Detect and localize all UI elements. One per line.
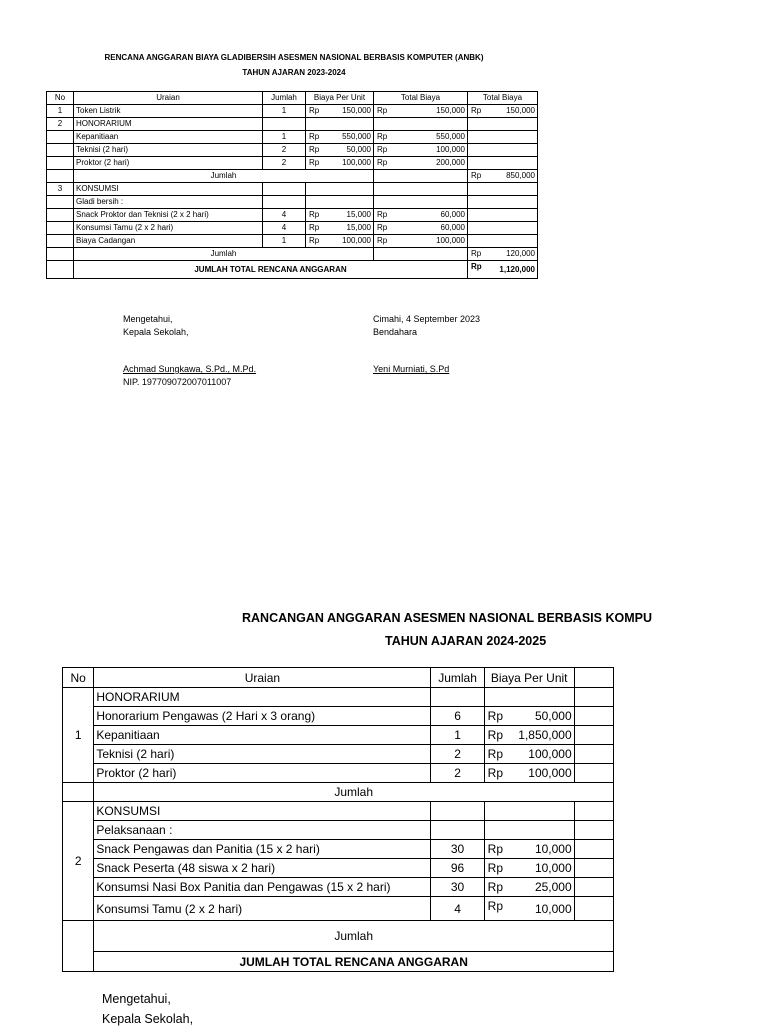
currency-label: Rp bbox=[377, 106, 388, 115]
currency-label: Rp bbox=[471, 249, 482, 258]
doc1-row-total bbox=[374, 157, 468, 170]
currency-label: Rp bbox=[487, 747, 504, 761]
doc1-row-total bbox=[374, 235, 468, 248]
doc1-row-qty: 2 bbox=[263, 157, 306, 170]
doc1-row-item: Biaya Cadangan bbox=[74, 235, 263, 248]
doc2-signature bbox=[102, 989, 193, 1029]
doc2-item-row bbox=[63, 802, 614, 821]
doc1-row-qty: 1 bbox=[263, 105, 306, 118]
doc1-header-no: No bbox=[47, 92, 74, 105]
doc1-row-no bbox=[47, 157, 74, 170]
doc2-row-unit bbox=[484, 821, 574, 840]
doc1-row-grand bbox=[468, 157, 538, 170]
doc1-row-total bbox=[374, 144, 468, 157]
doc2-row-cutoff bbox=[574, 897, 613, 921]
amount-value: 100,000 bbox=[342, 158, 371, 167]
doc1-row-total bbox=[374, 170, 468, 183]
doc1-row-total bbox=[374, 131, 468, 144]
currency-label: Rp bbox=[487, 728, 504, 742]
doc2-row-cutoff bbox=[574, 764, 613, 783]
doc1-row-item: HONORARIUM bbox=[74, 118, 263, 131]
doc2-row-unit bbox=[484, 802, 574, 821]
doc1-row-unit bbox=[306, 196, 374, 209]
amount-value: 25,000 bbox=[534, 880, 572, 894]
doc2-row-qty: 96 bbox=[431, 859, 484, 878]
doc1-item-row bbox=[47, 235, 538, 248]
doc1-row-total bbox=[374, 248, 468, 261]
amount-value: 100,000 bbox=[528, 766, 572, 780]
doc2-item-row bbox=[63, 726, 614, 745]
currency-label: Rp bbox=[309, 106, 320, 115]
doc2-row-qty: 2 bbox=[431, 745, 484, 764]
doc1-row-total bbox=[374, 183, 468, 196]
doc1-row-qty: 1 bbox=[263, 235, 306, 248]
doc1-row-total bbox=[374, 105, 468, 118]
currency-label: Rp bbox=[377, 158, 388, 167]
amount-value: 10,000 bbox=[534, 861, 572, 875]
doc1-row-no bbox=[47, 222, 74, 235]
amount-value: 150,000 bbox=[342, 106, 371, 115]
doc2-row-no bbox=[63, 783, 94, 802]
doc1-right-sign-name: Yeni Murniati, S.Pd bbox=[373, 364, 450, 374]
doc1-row-item: Konsumsi Tamu (2 x 2 hari) bbox=[74, 222, 263, 235]
currency-label: Rp bbox=[309, 132, 320, 141]
doc1-subtotal-label: Jumlah bbox=[74, 248, 374, 261]
doc1-row-qty: 1 bbox=[263, 131, 306, 144]
doc1-left-sign-nip: NIP. 197709072007011007 bbox=[123, 377, 232, 387]
doc1-row-grand bbox=[468, 118, 538, 131]
amount-value: 10,000 bbox=[534, 901, 572, 916]
doc2-row-unit bbox=[484, 859, 574, 878]
amount-value: 1,850,000 bbox=[518, 728, 572, 742]
amount-value: 850,000 bbox=[506, 171, 535, 180]
doc1-row-qty bbox=[263, 183, 306, 196]
doc1-left-sign-line1: Mengetahui, bbox=[123, 314, 173, 324]
doc2-group-no: 2 bbox=[63, 802, 94, 921]
doc2-row-unit bbox=[484, 878, 574, 897]
doc1-row-unit bbox=[306, 157, 374, 170]
doc2-row-qty: 30 bbox=[431, 840, 484, 859]
doc2-row-item: KONSUMSI bbox=[94, 802, 431, 821]
amount-value: 60,000 bbox=[440, 210, 465, 219]
doc2-subtotal-row bbox=[63, 783, 614, 802]
amount-value: 100,000 bbox=[436, 145, 465, 154]
doc1-item-row bbox=[47, 118, 538, 131]
currency-label: Rp bbox=[471, 262, 482, 271]
doc2-row-qty: 6 bbox=[431, 707, 484, 726]
doc1-row-total bbox=[374, 209, 468, 222]
doc1-row-qty: 4 bbox=[263, 222, 306, 235]
doc2-subtotal-row bbox=[63, 921, 614, 952]
doc1-right-signature bbox=[373, 313, 480, 376]
doc2-row-cutoff bbox=[574, 707, 613, 726]
amount-value: 150,000 bbox=[436, 106, 465, 115]
doc1-row-unit bbox=[306, 222, 374, 235]
doc2-row-cutoff bbox=[574, 802, 613, 821]
amount-value: 100,000 bbox=[342, 236, 371, 245]
doc2-row-unit bbox=[484, 688, 574, 707]
currency-label: Rp bbox=[487, 861, 504, 875]
doc1-item-row bbox=[47, 131, 538, 144]
doc1-subtotal-row bbox=[47, 170, 538, 183]
doc1-row-unit bbox=[306, 144, 374, 157]
amount-value: 50,000 bbox=[534, 709, 572, 723]
doc2-row-unit bbox=[484, 745, 574, 764]
doc1-row-grand bbox=[468, 183, 538, 196]
doc2-row-qty: 1 bbox=[431, 726, 484, 745]
doc2-row-item: Snack Peserta (48 siswa x 2 hari) bbox=[94, 859, 431, 878]
doc2-row-qty: 30 bbox=[431, 878, 484, 897]
doc1-row-no bbox=[47, 248, 74, 261]
doc2-header-cutoff bbox=[574, 668, 613, 688]
doc2-subtitle: TAHUN AJARAN 2024-2025 bbox=[385, 634, 547, 648]
amount-value: 100,000 bbox=[528, 747, 572, 761]
doc1-row-grand bbox=[468, 235, 538, 248]
doc1-row-qty: 2 bbox=[263, 144, 306, 157]
doc2-row-item: Konsumsi Nasi Box Panitia dan Pengawas (15 x 2 hari) bbox=[94, 878, 431, 897]
doc2-row-qty bbox=[431, 802, 484, 821]
doc2-row-cutoff bbox=[574, 688, 613, 707]
doc2-header-jumlah: Jumlah bbox=[431, 668, 484, 688]
doc2-row-unit bbox=[484, 897, 574, 921]
doc1-row-no bbox=[47, 235, 74, 248]
doc1-item-row bbox=[47, 183, 538, 196]
amount-value: 550,000 bbox=[436, 132, 465, 141]
doc2-grand-total-row bbox=[63, 952, 614, 972]
amount-value: 200,000 bbox=[436, 158, 465, 167]
doc1-row-no bbox=[47, 131, 74, 144]
doc2-row-unit bbox=[484, 707, 574, 726]
doc1-row-total bbox=[374, 196, 468, 209]
doc2-group-no: 1 bbox=[63, 688, 94, 783]
doc2-row-item: Pelaksanaan : bbox=[94, 821, 431, 840]
doc2-row-cutoff bbox=[574, 878, 613, 897]
doc1-left-sign-line2: Kepala Sekolah, bbox=[123, 327, 189, 337]
doc1-row-no bbox=[47, 261, 74, 279]
currency-label: Rp bbox=[377, 210, 388, 219]
doc2-row-qty bbox=[431, 688, 484, 707]
doc2-item-row bbox=[63, 859, 614, 878]
doc2-row-item: Konsumsi Tamu (2 x 2 hari) bbox=[94, 897, 431, 921]
doc1-row-item: KONSUMSI bbox=[74, 183, 263, 196]
doc1-item-row bbox=[47, 157, 538, 170]
currency-label: Rp bbox=[309, 236, 320, 245]
doc1-right-sign-line1: Cimahi, 4 September 2023 bbox=[373, 314, 481, 324]
doc1-subtotal-row bbox=[47, 248, 538, 261]
doc2-row-qty: 2 bbox=[431, 764, 484, 783]
doc1-grand-total-row bbox=[47, 261, 538, 279]
doc1-header-jumlah: Jumlah bbox=[263, 92, 306, 105]
doc2-item-row bbox=[63, 745, 614, 764]
doc1-header-total-biaya: Total Biaya bbox=[374, 92, 468, 105]
doc2-row-cutoff bbox=[574, 821, 613, 840]
doc1-item-row bbox=[47, 144, 538, 157]
doc1-row-no bbox=[47, 209, 74, 222]
doc1-grand-total-value bbox=[468, 261, 538, 279]
doc2-header-row bbox=[63, 668, 614, 688]
doc2-item-row bbox=[63, 840, 614, 859]
doc1-row-item: Kepanitiaan bbox=[74, 131, 263, 144]
amount-value: 10,000 bbox=[534, 842, 572, 856]
doc1-row-unit bbox=[306, 118, 374, 131]
doc1-row-grand bbox=[468, 209, 538, 222]
doc1-row-qty: 4 bbox=[263, 209, 306, 222]
currency-label: Rp bbox=[377, 236, 388, 245]
doc1-item-row bbox=[47, 222, 538, 235]
doc2-row-item: Honorarium Pengawas (2 Hari x 3 orang) bbox=[94, 707, 431, 726]
currency-label: Rp bbox=[309, 145, 320, 154]
doc1-row-item: Proktor (2 hari) bbox=[74, 157, 263, 170]
doc1-row-grand bbox=[468, 196, 538, 209]
amount-value: 120,000 bbox=[506, 249, 535, 258]
doc1-item-row bbox=[47, 105, 538, 118]
doc1-header-uraian: Uraian bbox=[74, 92, 263, 105]
doc2-row-cutoff bbox=[574, 840, 613, 859]
currency-label: Rp bbox=[487, 899, 504, 913]
doc1-item-row bbox=[47, 209, 538, 222]
doc1-row-unit bbox=[306, 105, 374, 118]
doc2-row-qty bbox=[431, 821, 484, 840]
doc2-sign-line1: Mengetahui, bbox=[102, 992, 171, 1006]
doc1-row-unit bbox=[306, 131, 374, 144]
doc1-row-item: Snack Proktor dan Teknisi (2 x 2 hari) bbox=[74, 209, 263, 222]
doc2-row-item: Teknisi (2 hari) bbox=[94, 745, 431, 764]
doc1-header-biaya-per-unit: Biaya Per Unit bbox=[306, 92, 374, 105]
doc1-budget-table bbox=[46, 91, 538, 279]
doc2-subtotal-label: Jumlah bbox=[94, 783, 614, 802]
doc1-grand-total-label: JUMLAH TOTAL RENCANA ANGGARAN bbox=[74, 261, 468, 279]
doc2-row-item: Kepanitiaan bbox=[94, 726, 431, 745]
doc1-row-total bbox=[374, 118, 468, 131]
doc2-table-viewport bbox=[62, 667, 614, 973]
currency-label: Rp bbox=[309, 158, 320, 167]
doc2-title: RANCANGAN ANGGARAN ASESMEN NASIONAL BERBASIS KOMPU bbox=[242, 611, 652, 625]
amount-value: 150,000 bbox=[506, 106, 535, 115]
doc2-row-cutoff bbox=[574, 859, 613, 878]
doc1-row-grand bbox=[468, 170, 538, 183]
currency-label: Rp bbox=[487, 766, 504, 780]
amount-value: 60,000 bbox=[440, 223, 465, 232]
doc1-row-no bbox=[47, 170, 74, 183]
doc1-subtitle: TAHUN AJARAN 2023-2024 bbox=[242, 68, 346, 77]
currency-label: Rp bbox=[487, 842, 504, 856]
doc2-header-biaya-per-unit: Biaya Per Unit bbox=[484, 668, 574, 688]
doc2-item-row bbox=[63, 821, 614, 840]
currency-label: Rp bbox=[487, 880, 504, 894]
currency-label: Rp bbox=[471, 171, 482, 180]
amount-value: 50,000 bbox=[346, 145, 371, 154]
doc1-row-unit bbox=[306, 235, 374, 248]
currency-label: Rp bbox=[309, 223, 320, 232]
doc1-row-unit bbox=[306, 209, 374, 222]
doc1-row-qty bbox=[263, 118, 306, 131]
doc1-row-no: 3 bbox=[47, 183, 74, 196]
doc2-row-item: Snack Pengawas dan Panitia (15 x 2 hari) bbox=[94, 840, 431, 859]
doc1-row-grand bbox=[468, 105, 538, 118]
doc1-row-no bbox=[47, 144, 74, 157]
doc2-header-uraian: Uraian bbox=[94, 668, 431, 688]
doc2-row-qty: 4 bbox=[431, 897, 484, 921]
doc2-budget-table bbox=[62, 667, 614, 972]
doc1-item-row bbox=[47, 196, 538, 209]
amount-value: 15,000 bbox=[346, 223, 371, 232]
doc1-title: RENCANA ANGGARAN BIAYA GLADIBERSIH ASESMEN NASIONAL BERBASIS KOMPUTER (ANBK) bbox=[104, 53, 484, 62]
doc1-row-grand bbox=[468, 222, 538, 235]
doc1-row-grand bbox=[468, 131, 538, 144]
doc1-header-row bbox=[47, 92, 538, 105]
amount-value: 550,000 bbox=[342, 132, 371, 141]
doc2-item-row bbox=[63, 707, 614, 726]
doc2-row-unit bbox=[484, 764, 574, 783]
doc2-header-no: No bbox=[63, 668, 94, 688]
doc2-row-item: HONORARIUM bbox=[94, 688, 431, 707]
doc2-subtotal-label: Jumlah bbox=[94, 921, 614, 952]
doc1-header-total-biaya-grand: Total Biaya bbox=[468, 92, 538, 105]
doc1-row-unit bbox=[306, 183, 374, 196]
doc1-row-grand bbox=[468, 144, 538, 157]
currency-label: Rp bbox=[377, 145, 388, 154]
doc2-row-item: Proktor (2 hari) bbox=[94, 764, 431, 783]
currency-label: Rp bbox=[471, 106, 482, 115]
amount-value: 100,000 bbox=[436, 236, 465, 245]
doc2-item-row bbox=[63, 878, 614, 897]
doc2-grand-total-label: JUMLAH TOTAL RENCANA ANGGARAN bbox=[94, 952, 614, 972]
doc1-right-sign-line2: Bendahara bbox=[373, 327, 418, 337]
doc2-row-cutoff bbox=[574, 726, 613, 745]
doc1-row-item: Gladi bersih : bbox=[74, 196, 263, 209]
amount-value: 1,120,000 bbox=[499, 264, 535, 274]
doc1-subtotal-label: Jumlah bbox=[74, 170, 374, 183]
doc1-left-signature bbox=[123, 313, 256, 389]
currency-label: Rp bbox=[377, 132, 388, 141]
doc2-row-unit bbox=[484, 726, 574, 745]
doc1-row-total bbox=[374, 222, 468, 235]
doc2-row-cutoff bbox=[574, 745, 613, 764]
doc2-item-row bbox=[63, 688, 614, 707]
doc2-item-row bbox=[63, 897, 614, 921]
doc1-row-item: Teknisi (2 hari) bbox=[74, 144, 263, 157]
doc1-row-item: Token Listrik bbox=[74, 105, 263, 118]
amount-value: 15,000 bbox=[346, 210, 371, 219]
doc1-row-qty bbox=[263, 196, 306, 209]
doc2-row-no bbox=[63, 921, 94, 972]
currency-label: Rp bbox=[487, 709, 504, 723]
doc2-row-unit bbox=[484, 840, 574, 859]
doc1-row-no: 1 bbox=[47, 105, 74, 118]
doc1-row-grand bbox=[468, 248, 538, 261]
doc2-item-row bbox=[63, 764, 614, 783]
doc1-row-no bbox=[47, 196, 74, 209]
doc2-sign-line2: Kepala Sekolah, bbox=[102, 1012, 194, 1026]
currency-label: Rp bbox=[377, 223, 388, 232]
doc1-row-no: 2 bbox=[47, 118, 74, 131]
doc1-left-sign-name: Achmad Sungkawa, S.Pd., M.Pd. bbox=[123, 364, 257, 374]
currency-label: Rp bbox=[309, 210, 320, 219]
